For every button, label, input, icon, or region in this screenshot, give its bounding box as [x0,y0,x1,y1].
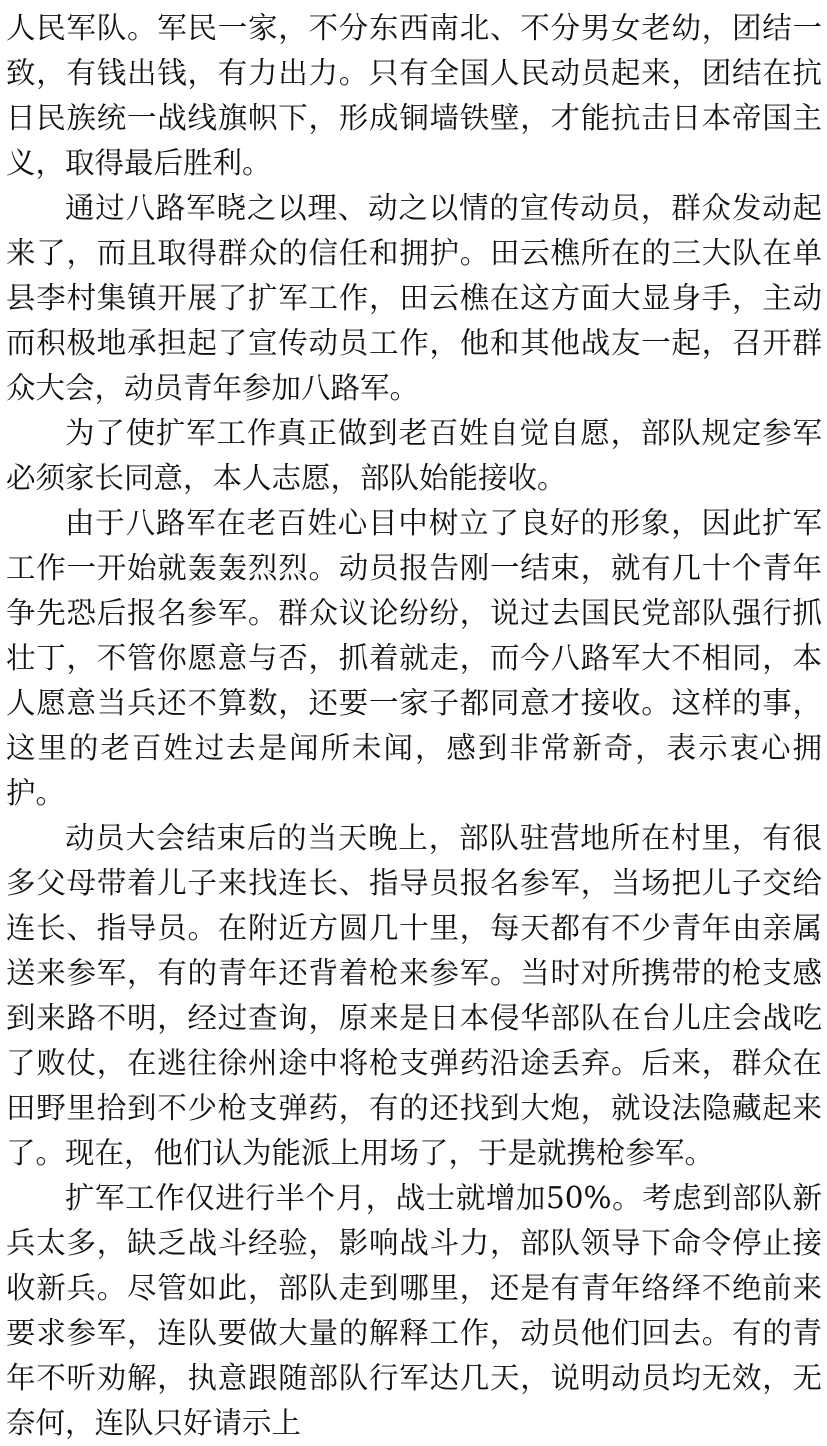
paragraph-2: 通过八路军晓之以理、动之以情的宣传动员，群众发动起来了，而且取得群众的信任和拥护。田云樵所在的三大队在单县李村集镇开展了扩军工作，田云樵在这方面大显身手，主动而积极地承担起了宣传动员工作，他和其他战友一起，召开群众大会，动员青年参加八路军。 [6,191,822,405]
paragraph-5: 动员大会结束后的当天晚上，部队驻营地所在村里，有很多父母带着儿子来找连长、指导员报名参军，当场把儿子交给连长、指导员。在附近方圆几十里，每天都有不少青年由亲属送来参军，有的青年还背着枪来参军。当时对所携带的枪支感到来路不明，经过查询，原来是日本侵华部队在台儿庄会战吃了败仗，在逃往徐州途中将枪支弹药沿途丢弃。后来，群众在田野里拾到不少枪支弹药，有的还找到大炮，就设法隐藏起来了。现在，他们认为能派上用场了，于是就携枪参军。 [6,821,822,1170]
paragraph-6: 扩军工作仅进行半个月，战士就增加50%。考虑到部队新兵太多，缺乏战斗经验，影响战斗力，部队领导下命令停止接收新兵。尽管如此，部队走到哪里，还是有青年络绎不绝前来要求参军，连队要做大量的解释工作，动员他们回去。有的青年不听劝解，执意跟随部队行军达几天，说明动员均无效，无奈何，连队只好请示上 [6,1181,822,1440]
paragraph-3: 为了使扩军工作真正做到老百姓自觉自愿，部队规定参军必须家长同意，本人志愿，部队始能接收。 [6,416,822,495]
document-page [6,6,822,1440]
paragraph-4: 由于八路军在老百姓心目中树立了良好的形象，因此扩军工作一开始就轰轰烈烈。动员报告刚一结束，就有几十个青年争先恐后报名参军。群众议论纷纷，说过去国民党部队强行抓壮丁，不管你愿意与否，抓着就走，而今八路军大不相同，本人愿意当兵还不算数，还要一家子都同意才接收。这样的事，这里的老百姓过去是闻所未闻，感到非常新奇，表示衷心拥护。 [6,506,822,810]
paragraph-1: 人民军队。军民一家，不分东西南北、不分男女老幼，团结一致，有钱出钱，有力出力。只有全国人民动员起来，团结在抗日民族统一战线旗帜下，形成铜墙铁壁，才能抗击日本帝国主义，取得最后胜利。 [6,11,822,180]
